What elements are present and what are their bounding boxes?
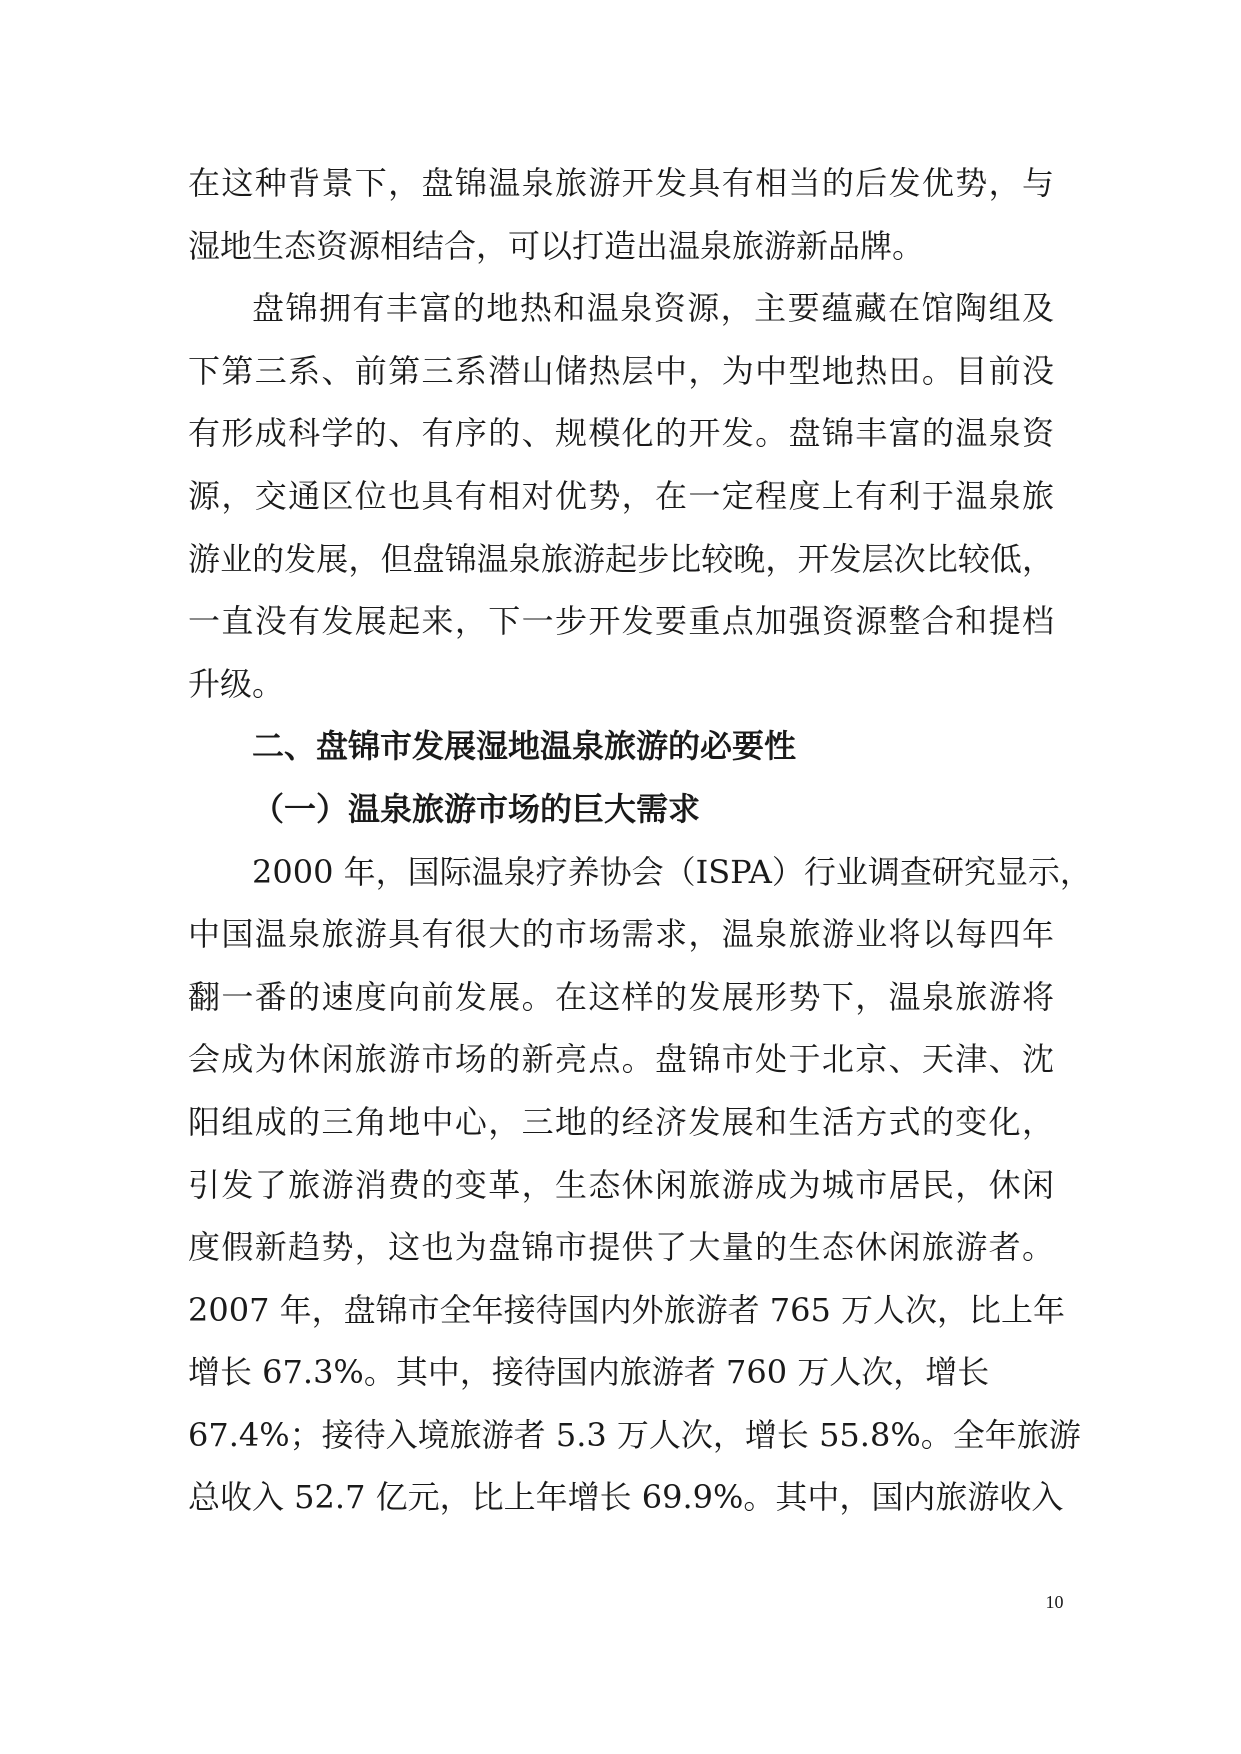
paragraph-line: 总收入 52.7 亿元，比上年增长 69.9%。其中，国内旅游收入 (188, 1478, 1064, 1517)
paragraph-line: 2000 年，国际温泉疗养协会（ISPA）行业调查研究显示， (252, 852, 1092, 891)
paragraph-line: 阳组成的三角地中心，三地的经济发展和生活方式的变化， (188, 1102, 1054, 1141)
paragraph-line: 源，交通区位也具有相对优势，在一定程度上有利于温泉旅 (188, 476, 1054, 515)
paragraph-line: 游业的发展，但盘锦温泉旅游起步比较晚，开发层次比较低， (188, 539, 1054, 578)
paragraph-line: 湿地生态资源相结合，可以打造出温泉旅游新品牌。 (188, 226, 925, 265)
paragraph-line: 引发了旅游消费的变革，生态休闲旅游成为城市居民，休闲 (188, 1165, 1054, 1204)
page-number (0, 1592, 1241, 1613)
paragraph-line: 中国温泉旅游具有很大的市场需求，温泉旅游业将以每四年 (188, 915, 1054, 954)
paragraph-line: 升级。 (188, 664, 285, 703)
paragraph-line: 有形成科学的、有序的、规模化的开发。盘锦丰富的温泉资 (188, 414, 1054, 453)
paragraph-line: 2007 年，盘锦市全年接待国内外旅游者 765 万人次，比上年 (188, 1290, 1066, 1329)
section-heading: 二、盘锦市发展湿地温泉旅游的必要性 (252, 727, 797, 766)
paragraph-line: 翻一番的速度向前发展。在这样的发展形势下，温泉旅游将 (188, 977, 1054, 1016)
paragraph-line: 下第三系、前第三系潜山储热层中，为中型地热田。目前没 (188, 351, 1054, 390)
page-body (188, 152, 1092, 1529)
paragraph-line: 一直没有发展起来，下一步开发要重点加强资源整合和提档 (188, 602, 1054, 641)
paragraph-line: 度假新趋势，这也为盘锦市提供了大量的生态休闲旅游者。 (188, 1228, 1054, 1267)
page-number-text: 10 (1045, 1592, 1064, 1612)
paragraph-line: 盘锦拥有丰富的地热和温泉资源，主要蕴藏在馆陶组及 (252, 289, 1054, 328)
paragraph-line: 在这种背景下，盘锦温泉旅游开发具有相当的后发优势，与 (188, 164, 1054, 202)
subsection-heading: （一）温泉旅游市场的巨大需求 (252, 789, 701, 828)
paragraph-line: 67.4%；接待入境旅游者 5.3 万人次，增长 55.8%。全年旅游 (188, 1415, 1081, 1454)
paragraph-line: 增长 67.3%。其中，接待国内旅游者 760 万人次，增长 (188, 1353, 990, 1392)
paragraph-line: 会成为休闲旅游市场的新亮点。盘锦市处于北京、天津、沈 (188, 1040, 1054, 1079)
